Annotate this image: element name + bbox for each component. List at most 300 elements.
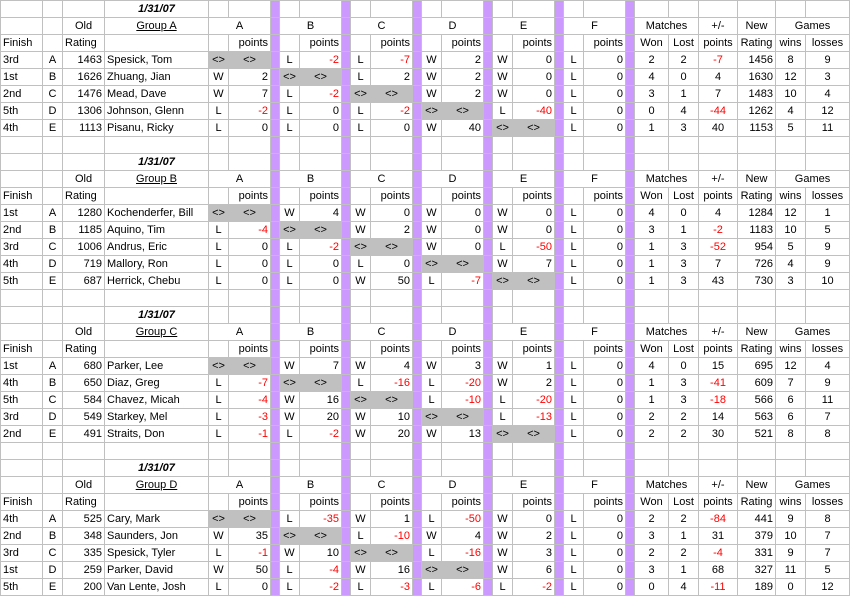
empty-cell[interactable] (422, 188, 442, 205)
matches-won[interactable]: 4 (635, 205, 669, 222)
empty-cell[interactable] (669, 290, 699, 307)
opponent-letter-header[interactable]: B (280, 18, 342, 35)
empty-cell[interactable] (493, 341, 513, 358)
matches-lost[interactable]: 1 (669, 222, 699, 239)
result-letter[interactable]: L (209, 545, 229, 562)
self-marker[interactable]: <> (209, 358, 229, 375)
self-marker[interactable]: <> (280, 69, 300, 86)
finish-cell[interactable]: 5th (1, 392, 43, 409)
empty-cell[interactable] (371, 154, 413, 171)
new-rating[interactable]: 1456 (738, 52, 776, 69)
games-wins[interactable]: 12 (776, 205, 806, 222)
empty-cell[interactable] (371, 460, 413, 477)
points-header[interactable]: points (699, 494, 738, 511)
points-value[interactable]: -2 (300, 426, 342, 443)
empty-cell[interactable] (43, 341, 63, 358)
opponent-letter-header[interactable]: A (209, 324, 271, 341)
empty-cell[interactable] (300, 137, 342, 154)
points-value[interactable]: -50 (513, 239, 555, 256)
self-marker[interactable]: <> (300, 528, 342, 545)
result-letter[interactable]: L (280, 511, 300, 528)
points-header[interactable]: points (300, 35, 342, 52)
points-value[interactable]: 50 (371, 273, 413, 290)
points-value[interactable]: -1 (229, 545, 271, 562)
finish-cell[interactable]: 5th (1, 579, 43, 596)
empty-cell[interactable] (442, 443, 484, 460)
empty-cell[interactable] (43, 137, 63, 154)
result-letter[interactable]: L (209, 239, 229, 256)
empty-cell[interactable] (806, 137, 850, 154)
matches-lost[interactable]: 4 (669, 103, 699, 120)
player-name[interactable]: Mead, Dave (105, 86, 209, 103)
empty-cell[interactable] (43, 171, 63, 188)
points-value[interactable]: 10 (371, 409, 413, 426)
result-letter[interactable]: L (422, 545, 442, 562)
seed-letter[interactable]: A (43, 511, 63, 528)
finish-cell[interactable]: 4th (1, 120, 43, 137)
plusminus-value[interactable]: -11 (699, 579, 738, 596)
points-value[interactable]: -20 (442, 375, 484, 392)
finish-cell[interactable]: 4th (1, 511, 43, 528)
empty-cell[interactable] (229, 307, 271, 324)
result-letter[interactable]: W (351, 511, 371, 528)
games-losses[interactable]: 9 (806, 256, 850, 273)
empty-cell[interactable] (776, 1, 806, 18)
empty-cell[interactable] (564, 443, 584, 460)
points-header[interactable]: points (229, 341, 271, 358)
empty-cell[interactable] (229, 137, 271, 154)
empty-cell[interactable] (699, 443, 738, 460)
new-rating[interactable]: 730 (738, 273, 776, 290)
opponent-letter-header[interactable]: C (351, 18, 413, 35)
new-header[interactable]: New (738, 477, 776, 494)
empty-cell[interactable] (105, 443, 209, 460)
empty-cell[interactable] (699, 154, 738, 171)
new-rating-header[interactable]: Rating (738, 35, 776, 52)
result-letter[interactable]: L (422, 392, 442, 409)
old-rating[interactable]: 549 (63, 409, 105, 426)
plusminus-value[interactable]: 68 (699, 562, 738, 579)
empty-cell[interactable] (422, 290, 442, 307)
empty-cell[interactable] (738, 290, 776, 307)
player-name[interactable]: Pisanu, Ricky (105, 120, 209, 137)
points-value[interactable]: -2 (513, 579, 555, 596)
opponent-letter-header[interactable]: D (422, 324, 484, 341)
matches-lost[interactable]: 2 (669, 426, 699, 443)
result-letter[interactable]: W (351, 426, 371, 443)
empty-cell[interactable] (635, 154, 669, 171)
points-value[interactable]: 0 (584, 69, 626, 86)
empty-cell[interactable] (699, 307, 738, 324)
new-rating-header[interactable]: Rating (738, 494, 776, 511)
empty-cell[interactable] (806, 443, 850, 460)
points-value[interactable]: 16 (371, 562, 413, 579)
empty-cell[interactable] (209, 188, 229, 205)
plusminus-value[interactable]: -84 (699, 511, 738, 528)
result-letter[interactable]: W (351, 205, 371, 222)
result-letter[interactable]: L (564, 222, 584, 239)
opponent-letter-header[interactable]: F (564, 18, 626, 35)
new-rating[interactable]: 954 (738, 239, 776, 256)
result-letter[interactable]: L (422, 273, 442, 290)
points-header[interactable]: points (699, 188, 738, 205)
plusminus-header[interactable]: +/- (699, 324, 738, 341)
games-losses[interactable]: 5 (806, 222, 850, 239)
seed-letter[interactable]: B (43, 375, 63, 392)
points-header[interactable]: points (371, 341, 413, 358)
empty-cell[interactable] (280, 154, 300, 171)
points-value[interactable]: 6 (513, 562, 555, 579)
group-date[interactable]: 1/31/07 (105, 1, 209, 18)
points-value[interactable]: 0 (584, 256, 626, 273)
result-letter[interactable]: L (351, 528, 371, 545)
matches-lost[interactable]: 0 (669, 69, 699, 86)
games-losses[interactable]: 7 (806, 409, 850, 426)
empty-cell[interactable] (776, 137, 806, 154)
result-letter[interactable]: L (564, 205, 584, 222)
result-letter[interactable]: W (422, 239, 442, 256)
empty-cell[interactable] (209, 290, 229, 307)
empty-cell[interactable] (43, 1, 63, 18)
empty-cell[interactable] (493, 307, 513, 324)
points-value[interactable]: 4 (442, 528, 484, 545)
matches-lost[interactable]: 1 (669, 562, 699, 579)
result-letter[interactable]: W (351, 222, 371, 239)
games-wins[interactable]: 10 (776, 528, 806, 545)
points-value[interactable]: 3 (442, 358, 484, 375)
result-letter[interactable]: L (280, 86, 300, 103)
old-header[interactable]: Old (63, 18, 105, 35)
empty-cell[interactable] (1, 154, 43, 171)
self-marker[interactable]: <> (229, 358, 271, 375)
opponent-letter-header[interactable]: F (564, 171, 626, 188)
result-letter[interactable]: L (280, 52, 300, 69)
empty-cell[interactable] (699, 137, 738, 154)
empty-cell[interactable] (635, 443, 669, 460)
self-marker[interactable]: <> (371, 545, 413, 562)
empty-cell[interactable] (564, 341, 584, 358)
result-letter[interactable]: L (564, 562, 584, 579)
points-header[interactable]: points (513, 341, 555, 358)
points-value[interactable]: 4 (371, 358, 413, 375)
games-losses[interactable]: 8 (806, 511, 850, 528)
empty-cell[interactable] (493, 35, 513, 52)
matches-won[interactable]: 0 (635, 103, 669, 120)
player-name[interactable]: Johnson, Glenn (105, 103, 209, 120)
points-value[interactable]: 0 (300, 273, 342, 290)
points-value[interactable]: 0 (513, 69, 555, 86)
matches-lost[interactable]: 1 (669, 528, 699, 545)
empty-cell[interactable] (63, 154, 105, 171)
games-wins[interactable]: 10 (776, 222, 806, 239)
points-value[interactable]: 0 (584, 562, 626, 579)
games-wins[interactable]: 9 (776, 511, 806, 528)
new-rating[interactable]: 563 (738, 409, 776, 426)
matches-won[interactable]: 3 (635, 222, 669, 239)
empty-cell[interactable] (209, 460, 229, 477)
matches-won[interactable]: 1 (635, 256, 669, 273)
old-rating[interactable]: 259 (63, 562, 105, 579)
games-wins[interactable]: 6 (776, 392, 806, 409)
player-name[interactable]: Van Lente, Josh (105, 579, 209, 596)
empty-cell[interactable] (105, 188, 209, 205)
losses-header[interactable]: losses (806, 35, 850, 52)
points-value[interactable]: -7 (371, 52, 413, 69)
old-rating[interactable]: 1476 (63, 86, 105, 103)
empty-cell[interactable] (209, 494, 229, 511)
points-value[interactable]: 2 (442, 52, 484, 69)
points-header[interactable]: points (584, 494, 626, 511)
result-letter[interactable]: L (209, 392, 229, 409)
seed-letter[interactable]: B (43, 69, 63, 86)
old-header[interactable]: Old (63, 324, 105, 341)
result-letter[interactable]: L (209, 120, 229, 137)
points-value[interactable]: 0 (513, 86, 555, 103)
player-name[interactable]: Spesick, Tyler (105, 545, 209, 562)
empty-cell[interactable] (493, 460, 513, 477)
points-header[interactable]: points (442, 188, 484, 205)
empty-cell[interactable] (43, 460, 63, 477)
points-value[interactable]: 0 (300, 256, 342, 273)
player-name[interactable]: Straits, Don (105, 426, 209, 443)
self-marker[interactable]: <> (442, 103, 484, 120)
empty-cell[interactable] (669, 443, 699, 460)
empty-cell[interactable] (280, 494, 300, 511)
result-letter[interactable]: L (564, 273, 584, 290)
points-value[interactable]: -3 (229, 409, 271, 426)
points-value[interactable]: -4 (229, 392, 271, 409)
plusminus-value[interactable]: 7 (699, 256, 738, 273)
empty-cell[interactable] (493, 290, 513, 307)
plusminus-value[interactable]: -52 (699, 239, 738, 256)
wins-header[interactable]: wins (776, 341, 806, 358)
plusminus-value[interactable]: 7 (699, 86, 738, 103)
empty-cell[interactable] (63, 307, 105, 324)
result-letter[interactable]: L (493, 409, 513, 426)
matches-won[interactable]: 4 (635, 69, 669, 86)
result-letter[interactable]: W (280, 545, 300, 562)
rating-header[interactable]: Rating (63, 494, 105, 511)
matches-header[interactable]: Matches (635, 171, 699, 188)
points-header[interactable]: points (229, 35, 271, 52)
plusminus-value[interactable]: 43 (699, 273, 738, 290)
self-marker[interactable]: <> (300, 375, 342, 392)
empty-cell[interactable] (776, 154, 806, 171)
result-letter[interactable]: L (209, 375, 229, 392)
finish-cell[interactable]: 3rd (1, 239, 43, 256)
points-value[interactable]: -2 (300, 52, 342, 69)
seed-letter[interactable]: C (43, 86, 63, 103)
empty-cell[interactable] (280, 1, 300, 18)
empty-cell[interactable] (371, 443, 413, 460)
rating-header[interactable]: Rating (63, 341, 105, 358)
points-value[interactable]: 0 (229, 579, 271, 596)
empty-cell[interactable] (776, 290, 806, 307)
finish-cell[interactable]: 1st (1, 69, 43, 86)
empty-cell[interactable] (351, 35, 371, 52)
self-marker[interactable]: <> (351, 545, 371, 562)
result-letter[interactable]: W (493, 69, 513, 86)
result-letter[interactable]: W (422, 69, 442, 86)
seed-letter[interactable]: C (43, 239, 63, 256)
result-letter[interactable]: W (209, 562, 229, 579)
empty-cell[interactable] (513, 307, 555, 324)
empty-cell[interactable] (442, 1, 484, 18)
player-name[interactable]: Cary, Mark (105, 511, 209, 528)
empty-cell[interactable] (422, 35, 442, 52)
empty-cell[interactable] (300, 307, 342, 324)
old-rating[interactable]: 1626 (63, 69, 105, 86)
points-value[interactable]: 0 (584, 86, 626, 103)
finish-cell[interactable]: 1st (1, 205, 43, 222)
old-rating[interactable]: 584 (63, 392, 105, 409)
empty-cell[interactable] (564, 290, 584, 307)
self-marker[interactable]: <> (280, 222, 300, 239)
result-letter[interactable]: W (280, 205, 300, 222)
matches-won[interactable]: 3 (635, 86, 669, 103)
empty-cell[interactable] (776, 443, 806, 460)
points-value[interactable]: -2 (371, 103, 413, 120)
finish-cell[interactable]: 3rd (1, 545, 43, 562)
losses-header[interactable]: losses (806, 494, 850, 511)
seed-letter[interactable]: D (43, 409, 63, 426)
result-letter[interactable]: L (209, 273, 229, 290)
plusminus-value[interactable]: -18 (699, 392, 738, 409)
empty-cell[interactable] (43, 35, 63, 52)
matches-header[interactable]: Matches (635, 18, 699, 35)
opponent-letter-header[interactable]: A (209, 171, 271, 188)
matches-header[interactable]: Matches (635, 324, 699, 341)
result-letter[interactable]: L (493, 103, 513, 120)
matches-won[interactable]: 0 (635, 579, 669, 596)
matches-lost[interactable]: 0 (669, 358, 699, 375)
empty-cell[interactable] (738, 443, 776, 460)
empty-cell[interactable] (63, 443, 105, 460)
result-letter[interactable]: L (280, 426, 300, 443)
new-rating[interactable]: 521 (738, 426, 776, 443)
empty-cell[interactable] (635, 460, 669, 477)
points-header[interactable]: points (300, 494, 342, 511)
result-letter[interactable]: L (564, 239, 584, 256)
points-value[interactable]: 40 (442, 120, 484, 137)
empty-cell[interactable] (564, 460, 584, 477)
self-marker[interactable]: <> (371, 86, 413, 103)
empty-cell[interactable] (806, 460, 850, 477)
result-letter[interactable]: L (493, 239, 513, 256)
player-name[interactable]: Aquino, Tim (105, 222, 209, 239)
points-value[interactable]: 0 (229, 256, 271, 273)
self-marker[interactable]: <> (351, 86, 371, 103)
self-marker[interactable]: <> (371, 239, 413, 256)
matches-won[interactable]: 3 (635, 528, 669, 545)
points-value[interactable]: -2 (300, 86, 342, 103)
points-header[interactable]: points (699, 341, 738, 358)
finish-cell[interactable]: 2nd (1, 528, 43, 545)
empty-cell[interactable] (564, 188, 584, 205)
empty-cell[interactable] (738, 1, 776, 18)
empty-cell[interactable] (229, 290, 271, 307)
points-value[interactable]: 2 (513, 375, 555, 392)
opponent-letter-header[interactable]: F (564, 324, 626, 341)
self-marker[interactable]: <> (280, 375, 300, 392)
result-letter[interactable]: L (280, 120, 300, 137)
won-header[interactable]: Won (635, 188, 669, 205)
points-value[interactable]: 0 (300, 120, 342, 137)
plusminus-value[interactable]: 31 (699, 528, 738, 545)
result-letter[interactable]: L (280, 579, 300, 596)
matches-won[interactable]: 2 (635, 511, 669, 528)
matches-header[interactable]: Matches (635, 477, 699, 494)
self-marker[interactable]: <> (493, 426, 513, 443)
points-value[interactable]: 0 (584, 239, 626, 256)
empty-cell[interactable] (669, 460, 699, 477)
empty-cell[interactable] (371, 137, 413, 154)
empty-cell[interactable] (699, 460, 738, 477)
empty-cell[interactable] (422, 1, 442, 18)
finish-cell[interactable]: 5th (1, 103, 43, 120)
new-rating[interactable]: 566 (738, 392, 776, 409)
empty-cell[interactable] (229, 460, 271, 477)
result-letter[interactable]: L (351, 69, 371, 86)
empty-cell[interactable] (635, 137, 669, 154)
self-marker[interactable]: <> (513, 273, 555, 290)
empty-cell[interactable] (209, 35, 229, 52)
empty-cell[interactable] (229, 154, 271, 171)
result-letter[interactable]: L (209, 256, 229, 273)
points-value[interactable]: 0 (229, 273, 271, 290)
matches-won[interactable]: 4 (635, 358, 669, 375)
points-value[interactable]: 7 (513, 256, 555, 273)
finish-cell[interactable]: 4th (1, 375, 43, 392)
points-value[interactable]: 0 (584, 375, 626, 392)
points-value[interactable]: 0 (584, 52, 626, 69)
old-rating[interactable]: 687 (63, 273, 105, 290)
result-letter[interactable]: L (280, 256, 300, 273)
empty-cell[interactable] (43, 188, 63, 205)
empty-cell[interactable] (564, 307, 584, 324)
finish-header[interactable]: Finish (1, 494, 43, 511)
empty-cell[interactable] (1, 18, 43, 35)
empty-cell[interactable] (209, 307, 229, 324)
points-value[interactable]: 0 (584, 273, 626, 290)
result-letter[interactable]: W (493, 222, 513, 239)
player-name[interactable]: Spesick, Tom (105, 52, 209, 69)
points-header[interactable]: points (371, 494, 413, 511)
points-value[interactable]: 7 (300, 358, 342, 375)
points-value[interactable]: -2 (300, 579, 342, 596)
empty-cell[interactable] (584, 307, 626, 324)
points-header[interactable]: points (229, 188, 271, 205)
empty-cell[interactable] (371, 290, 413, 307)
new-rating-header[interactable]: Rating (738, 188, 776, 205)
empty-cell[interactable] (300, 290, 342, 307)
result-letter[interactable]: W (351, 358, 371, 375)
points-value[interactable]: -13 (513, 409, 555, 426)
matches-won[interactable]: 1 (635, 273, 669, 290)
games-wins[interactable]: 10 (776, 86, 806, 103)
points-value[interactable]: 0 (229, 239, 271, 256)
empty-cell[interactable] (43, 290, 63, 307)
self-marker[interactable]: <> (493, 120, 513, 137)
self-marker[interactable]: <> (442, 409, 484, 426)
empty-cell[interactable] (105, 35, 209, 52)
games-losses[interactable]: 3 (806, 69, 850, 86)
result-letter[interactable]: W (493, 375, 513, 392)
empty-cell[interactable] (43, 18, 63, 35)
result-letter[interactable]: W (351, 562, 371, 579)
games-header[interactable]: Games (776, 477, 850, 494)
matches-won[interactable]: 2 (635, 52, 669, 69)
